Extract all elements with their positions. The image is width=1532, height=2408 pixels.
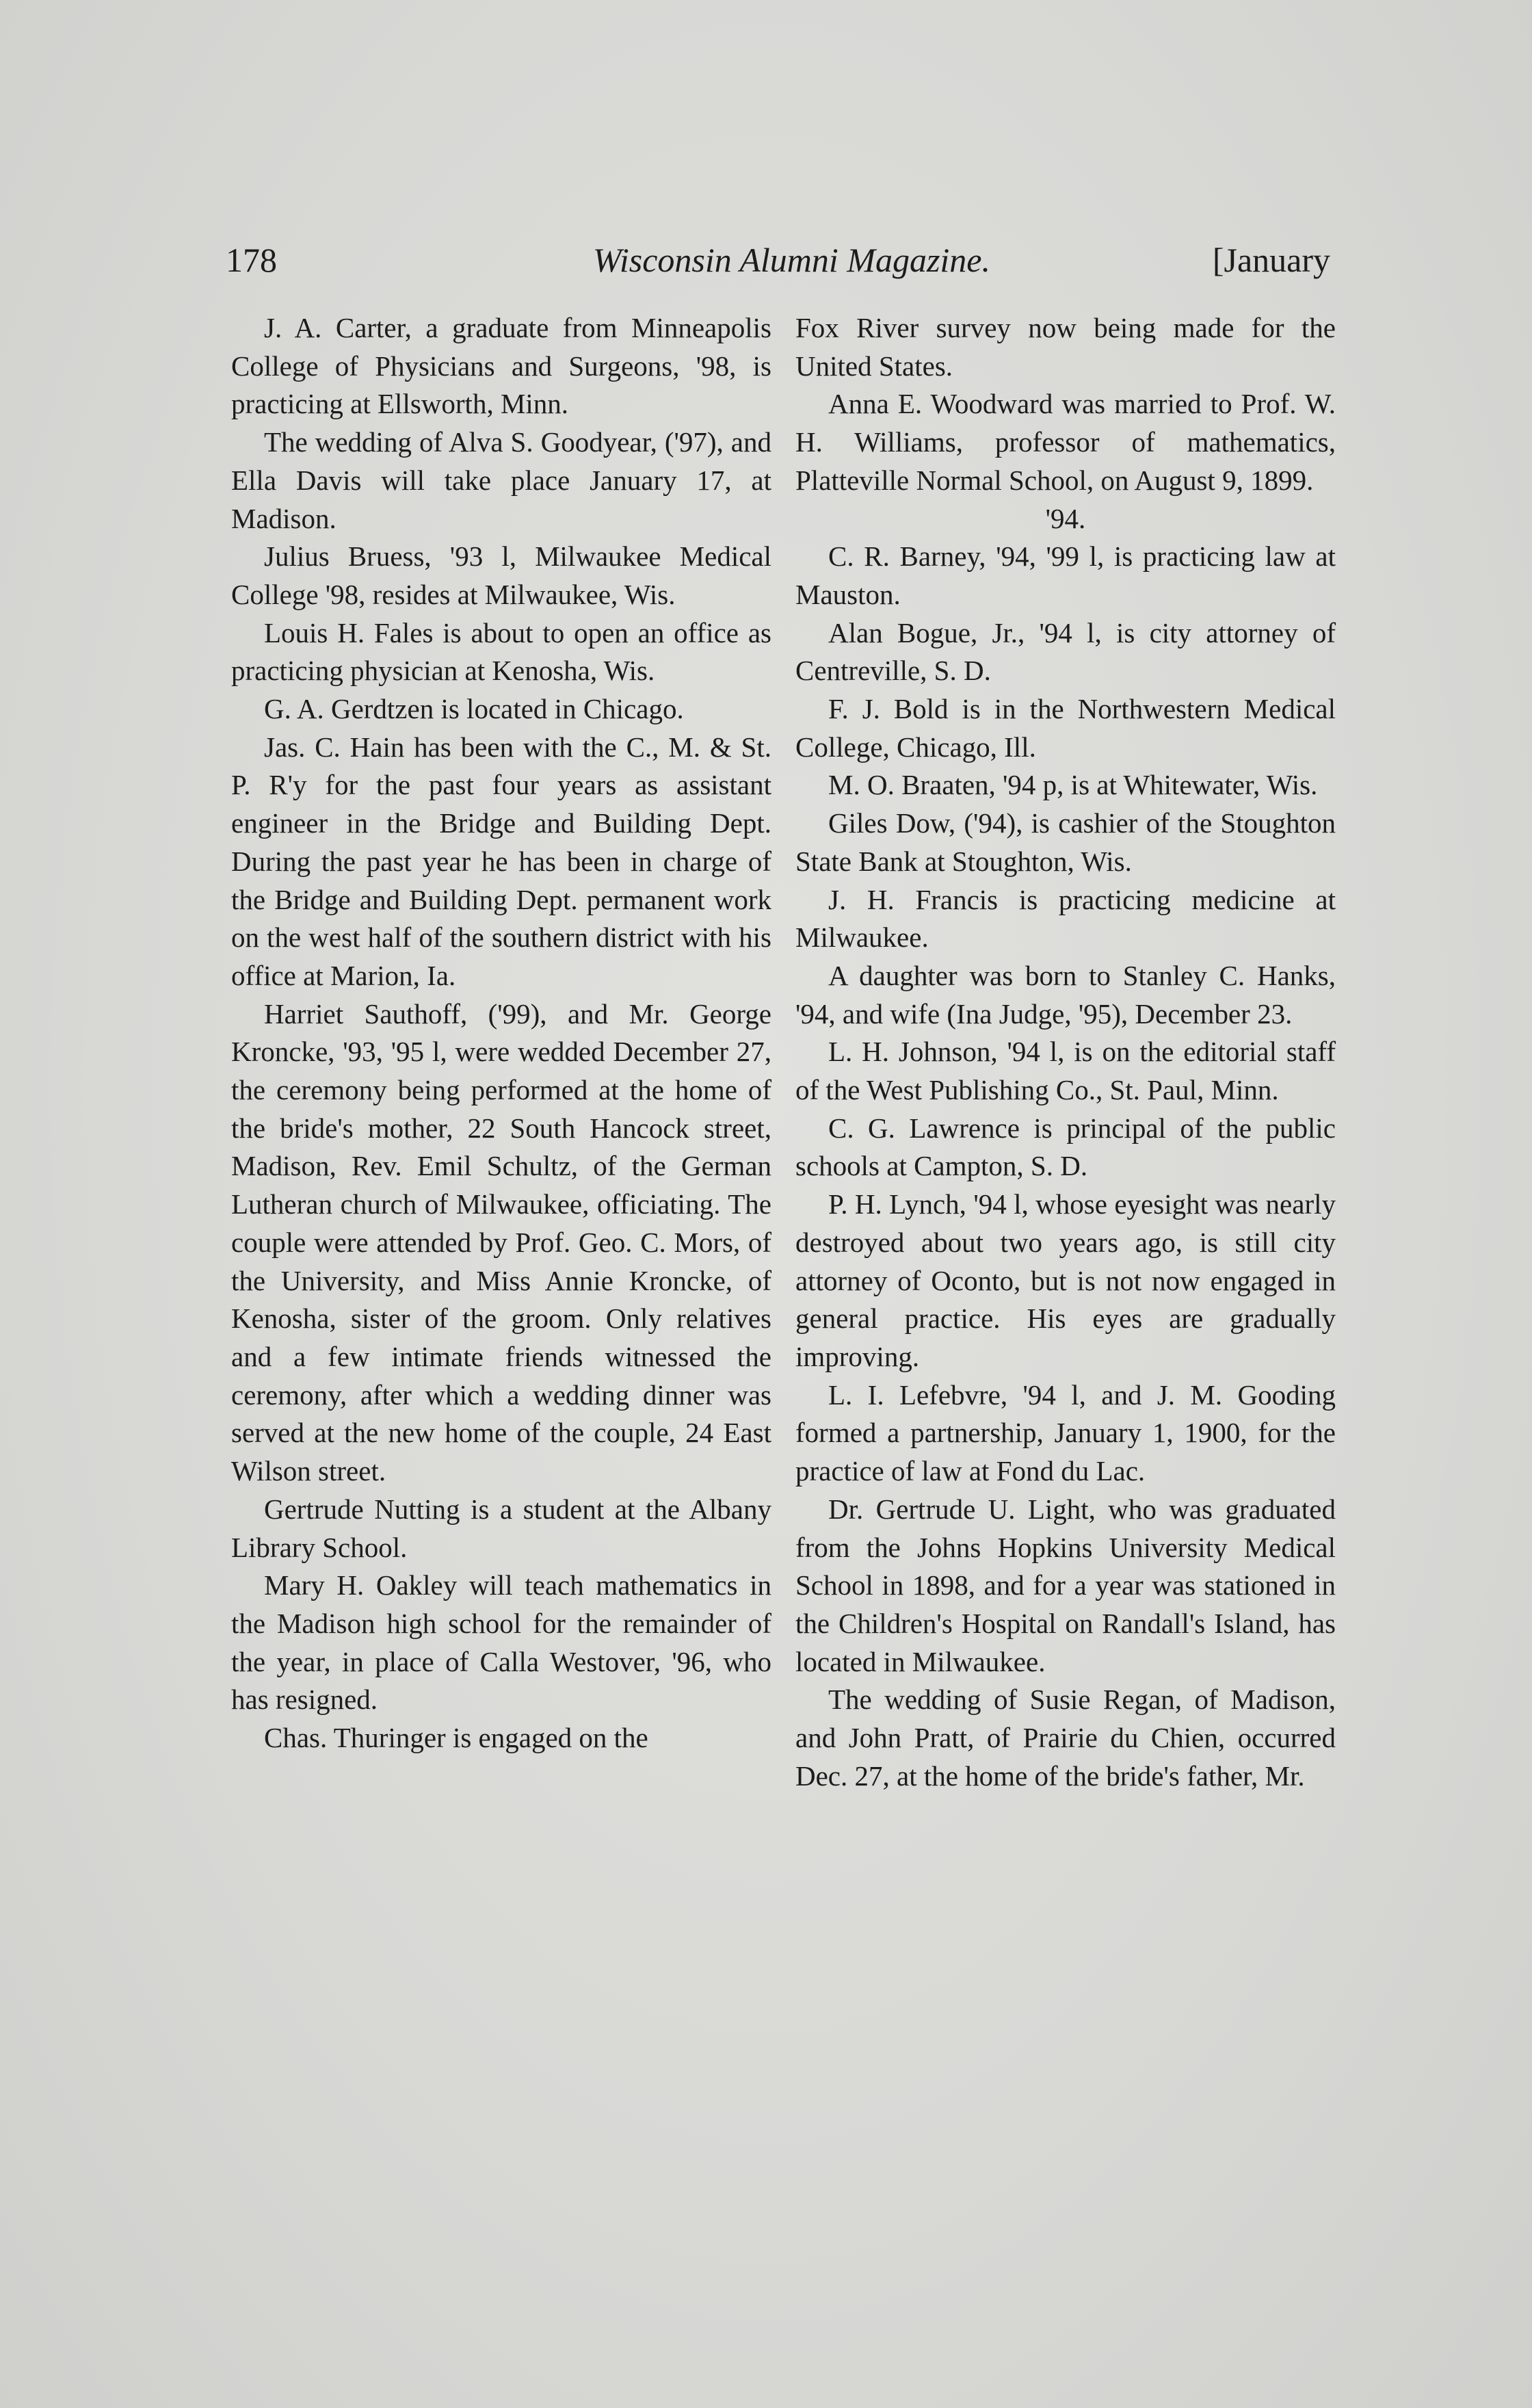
news-paragraph: J. H. Francis is practicing medicine at Milwaukee.	[795, 883, 1336, 954]
news-paragraph: Anna E. Woodward was married to Prof. W. H. Williams, professor of mathematics, Platteville Normal School, on August 9, 1899.	[795, 388, 1336, 496]
page-number: 178	[226, 241, 277, 279]
news-paragraph: Jas. C. Hain has been with the C., M. & St. P. R'y for the past four years as assistant engineer in the Bridge and Building Dept. During the past year he has been in charge of the Bridge and Building Dept. permanent work on the west half of the southern district with his office at Marion, Ia.	[231, 731, 771, 991]
news-paragraph: C. G. Lawrence is principal of the public schools at Campton, S. D.	[795, 1112, 1336, 1182]
left-column	[231, 309, 771, 1757]
news-paragraph: M. O. Braaten, '94 p, is at Whitewater, Wis.	[828, 769, 1318, 801]
news-paragraph: J. A. Carter, a graduate from Minneapolis College of Physicians and Surgeons, '98, is practicing at Ellsworth, Minn.	[231, 312, 771, 420]
news-paragraph: The wedding of Susie Regan, of Madison, and John Pratt, of Prairie du Chien, occurred Dec. 27, at the home of the bride's father, Mr.	[795, 1684, 1336, 1792]
news-paragraph: Giles Dow, ('94), is cashier of the Stoughton State Bank at Stoughton, Wis.	[795, 807, 1336, 877]
news-paragraph: P. H. Lynch, '94 l, whose eyesight was nearly destroyed about two years ago, is still city attorney of Oconto, but is not now engaged in general practice. His eyes are gradually improving.	[795, 1188, 1336, 1372]
news-paragraph: Chas. Thuringer is engaged on the	[264, 1722, 648, 1754]
news-paragraph: Alan Bogue, Jr., '94 l, is city attorney of Centreville, S. D.	[795, 616, 1336, 687]
news-paragraph: F. J. Bold is in the Northwestern Medical College, Chicago, Ill.	[795, 693, 1336, 763]
news-paragraph: Dr. Gertrude U. Light, who was graduated from the Johns Hopkins University Medical School in 1898, and for a year was stationed in the Children's Hospital on Randall's Island, has located in Milwaukee.	[795, 1493, 1336, 1677]
news-paragraph: Gertrude Nutting is a student at the Albany Library School.	[231, 1493, 771, 1563]
news-paragraph: A daughter was born to Stanley C. Hanks, '94, and wife (Ina Judge, '95), December 23.	[795, 959, 1336, 1030]
news-paragraph: Louis H. Fales is about to open an office as practicing physician at Kenosha, Wis.	[231, 616, 771, 687]
issue-month: [January	[1212, 241, 1330, 279]
news-paragraph: L. I. Lefebvre, '94 l, and J. M. Gooding formed a partnership, January 1, 1900, for the practice of law at Fond du Lac.	[795, 1378, 1336, 1487]
class-year-heading: '94.	[1045, 502, 1086, 534]
news-paragraph: Julius Bruess, '93 l, Milwaukee Medical College '98, resides at Milwaukee, Wis.	[231, 540, 771, 610]
news-paragraph: The wedding of Alva S. Goodyear, ('97), and Ella Davis will take place January 17, at Madison.	[231, 426, 771, 534]
running-title: Wisconsin Alumni Magazine.	[592, 241, 990, 279]
page-header	[226, 233, 1330, 287]
right-column	[795, 309, 1336, 1795]
news-paragraph: Mary H. Oakley will teach mathematics in the Madison high school for the remainder of the year, in place of Calla Westover, '96, who has resigned.	[231, 1569, 771, 1716]
news-paragraph: G. A. Gerdtzen is located in Chicago.	[264, 693, 684, 725]
news-paragraph: Harriet Sauthoff, ('99), and Mr. George Kroncke, '93, '95 l, were wedded December 27, the ceremony being performed at the home of the bride's mother, 22 South Hancock street, Madison, Rev. Emil Schultz, of the German Lutheran church of Milwaukee, officiating. The couple were attended by Prof. Geo. C. Mors, of the University, and Miss Annie Kroncke, of Kenosha, sister of the groom. Only relatives and a few intimate friends witnessed the ceremony, after which a wedding dinner was served at the new home of the couple, 24 East Wilson street.	[231, 997, 771, 1487]
news-paragraph: C. R. Barney, '94, '99 l, is practicing law at Mauston.	[795, 540, 1336, 610]
news-paragraph: L. H. Johnson, '94 l, is on the editorial staff of the West Publishing Co., St. Paul, Minn.	[795, 1036, 1336, 1106]
news-paragraph: Fox River survey now being made for the United States.	[795, 312, 1336, 382]
